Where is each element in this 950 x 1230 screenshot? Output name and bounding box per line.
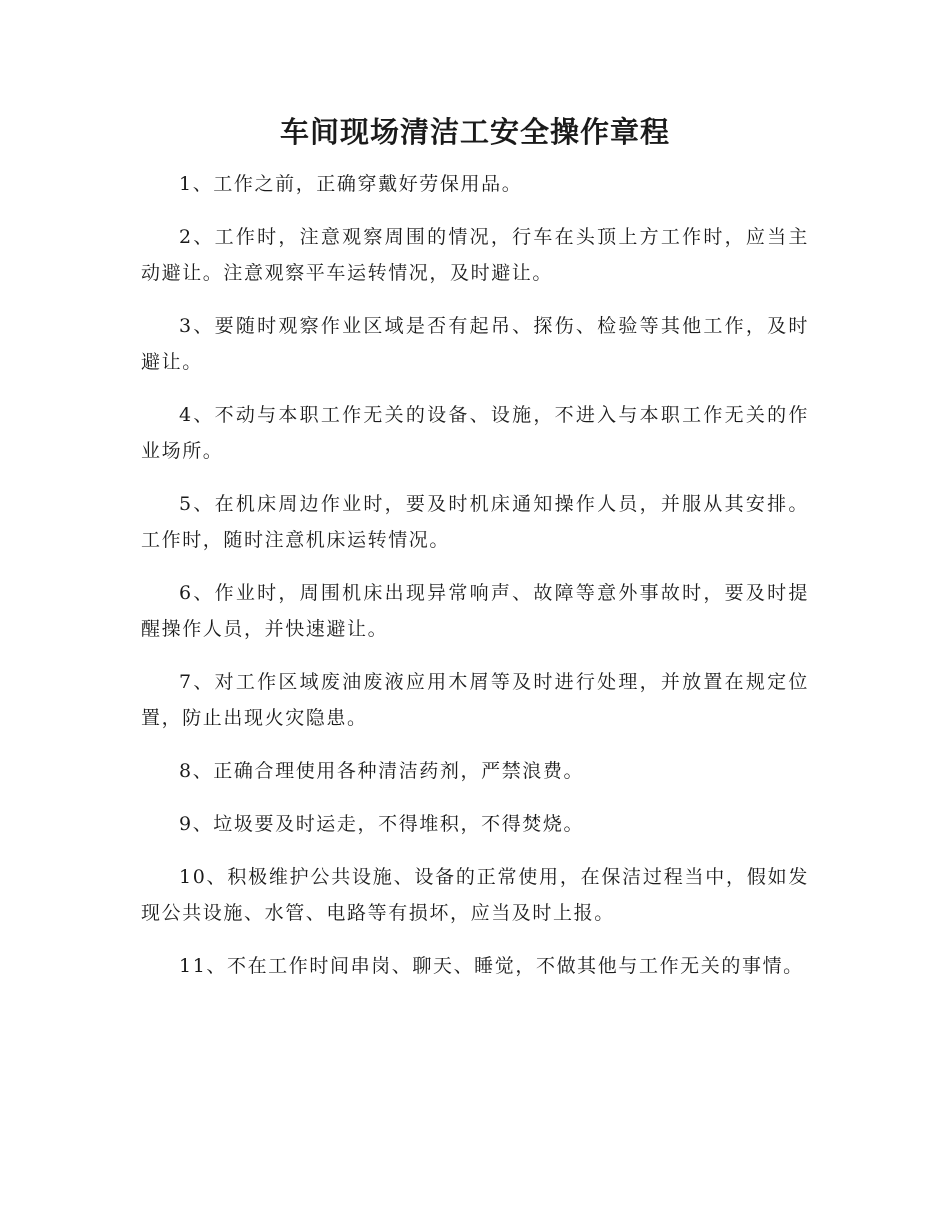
rule-item-8: 8、正确合理使用各种清洁药剂，严禁浪费。 bbox=[179, 760, 585, 782]
rule-item-7: 7、对工作区域废油废液应用木屑等及时进行处理，并放置在规定位置，防止出现火灾隐患。 bbox=[141, 671, 809, 729]
rule-item-5: 5、在机床周边作业时，要及时机床通知操作人员，并服从其安排。工作时，随时注意机床运转情况。 bbox=[141, 493, 809, 551]
rule-item-6: 6、作业时，周围机床出现异常响声、故障等意外事故时，要及时提醒操作人员，并快速避让。 bbox=[141, 582, 809, 640]
document-title: 车间现场清洁工安全操作章程 bbox=[279, 115, 670, 149]
rule-item-10: 10、积极维护公共设施、设备的正常使用，在保洁过程当中，假如发现公共设施、水管、电路等有损坏，应当及时上报。 bbox=[141, 866, 809, 924]
rule-item-11: 11、不在工作时间串岗、聊天、睡觉，不做其他与工作无关的事情。 bbox=[179, 955, 804, 977]
rule-item-4: 4、不动与本职工作无关的设备、设施，不进入与本职工作无关的作业场所。 bbox=[141, 404, 809, 462]
rule-item-1: 1、工作之前，正确穿戴好劳保用品。 bbox=[179, 173, 523, 195]
rule-item-3: 3、要随时观察作业区域是否有起吊、探伤、检验等其他工作，及时避让。 bbox=[141, 315, 809, 373]
document-body bbox=[141, 166, 809, 1001]
rule-item-9: 9、垃圾要及时运走，不得堆积，不得焚烧。 bbox=[179, 813, 585, 835]
rule-item-2: 2、工作时，注意观察周围的情况，行车在头顶上方工作时，应当主动避让。注意观察平车运转情况，及时避让。 bbox=[141, 226, 809, 284]
